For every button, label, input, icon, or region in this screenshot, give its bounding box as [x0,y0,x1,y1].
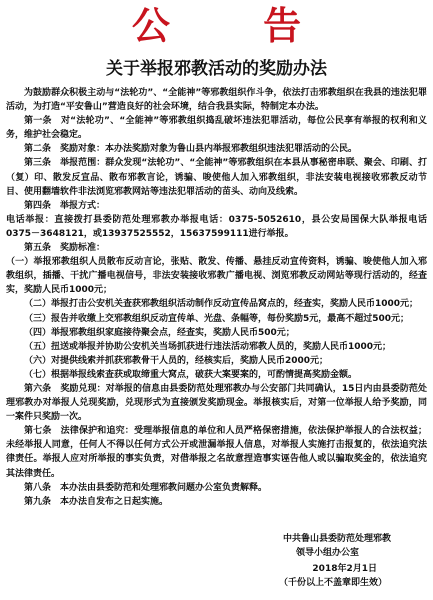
signature-block [0,532,433,590]
reward-item-7: （七）根据举报线索查获或取缔重大窝点，破获大案要案的，可酌情提高奖励金额。 [24,369,358,380]
article-9: 第九条 本办法自发布之日起实施。 [24,496,169,507]
article-5: 第五条 奖励标准： [24,243,106,254]
reward-item-1: （一）举报邪教组织人员散布反动言论，张贴、散发、传播、悬挂反动宣传资料，诱骗、唆使他人加入邪教组织，插播、干扰广播电视信号，非法安装接收邪教广播电视、浏览邪教反动网站等现行活动的，经查实，奖励人民币1000元； [6,257,427,296]
article-4-phone: 电话举报：直接拨打县委防范处理邪教办举报电话：0375-5052610，县公安局国保大队举报电话0375－3648121，或13937525552，15637599111进行举报。 [6,214,427,239]
announcement-subtitle: 关于举报邪教活动的奖励办法 [106,59,327,79]
article-4: 第四条 举报方式： [24,200,106,211]
intro-paragraph: 为鼓励群众积极主动与“法轮功”、“全能神”等邪教组织作斗争，依法打击邪教组织在我县的违法犯罪活动，为打造“平安鲁山”营造良好的社会环境，结合我县实际，特制定本办法。 [6,88,427,113]
signature-note: （千份以上不盖章即生效） [278,578,387,588]
reward-item-3: （三）报告并收缴上交邪教组织反动宣传单、光盘、条幅等，每份奖励5元，最高不超过500元； [24,313,410,324]
article-3: 第三条 举报范围：群众发现“法轮功”、“全能神”等邪教组织在本县从事秘密串联、聚会、印刷、打（复）印、散发反宣品、散布邪教言论，诱骗、唆使他人加入邪教组织，非法安装电视接收邪教反动节目、使用翻墙软件非法浏览邪教网站等违法犯罪活动的苗头、动向及线索。 [6,158,427,197]
announcement-body [6,86,427,509]
reward-item-4: （四）举报邪教组织家庭接待聚会点，经查实，奖励人民币500元； [24,327,295,338]
reward-item-5: （五）扭送或举报并协助公安机关当场抓获进行违法活动邪教人员的，奖励人民币1000元； [24,341,392,352]
signature-org-line1: 中共鲁山县委防范处理邪教 [282,534,391,544]
reward-item-2: （二）举报打击公安机关查获邪教组织活动制作反动宣传品窝点的，经查实，奖励人民币1000元； [24,299,419,310]
article-8: 第八条 本办法由县委防范和处理邪教问题办公室负责解释。 [24,482,268,493]
article-6: 第六条 奖励兑现：对举报的信息由县委防范处理邪教办与公安部门共同确认，15日内由县委防范处理邪教办对举报人兑现奖励，兑现形式为直接颁发奖励现金。举报核实后，对第一位举报人给予奖励，同一案件只奖励一次。 [6,383,427,423]
reward-item-6: （六）对提供线索并抓获邪教骨干人员的，经核实后，奖励人民币2000元； [24,355,329,366]
article-1: 第一条 对“法轮功”、“全能神”等邪教组织捣乱破坏违法犯罪活动，每位公民享有举报的权利和义务，维护社会稳定。 [6,116,427,141]
signature-date: 2018年2月1日 [312,564,377,574]
article-7: 第七条 法律保护和追究：受理举报信息的单位和人员严格保密措施，依法保护举报人的合法权益；未经举报人同意，任何人不得以任何方式公开或泄漏举报人信息，对举报人实施打击报复的，依法追究法律责任。举报人应对所举报的事实负责，对借举报之名故意捏造事实诬告他人或以骗取奖金的，依法追究其法律责任。 [6,426,427,479]
announcement-title: 公 告 [131,4,342,48]
signature-org-line2: 领导小组办公室 [295,548,359,558]
article-2: 第二条 奖励对象：本办法奖励对象为鲁山县内举报邪教组织违法犯罪活动的公民。 [24,144,358,155]
